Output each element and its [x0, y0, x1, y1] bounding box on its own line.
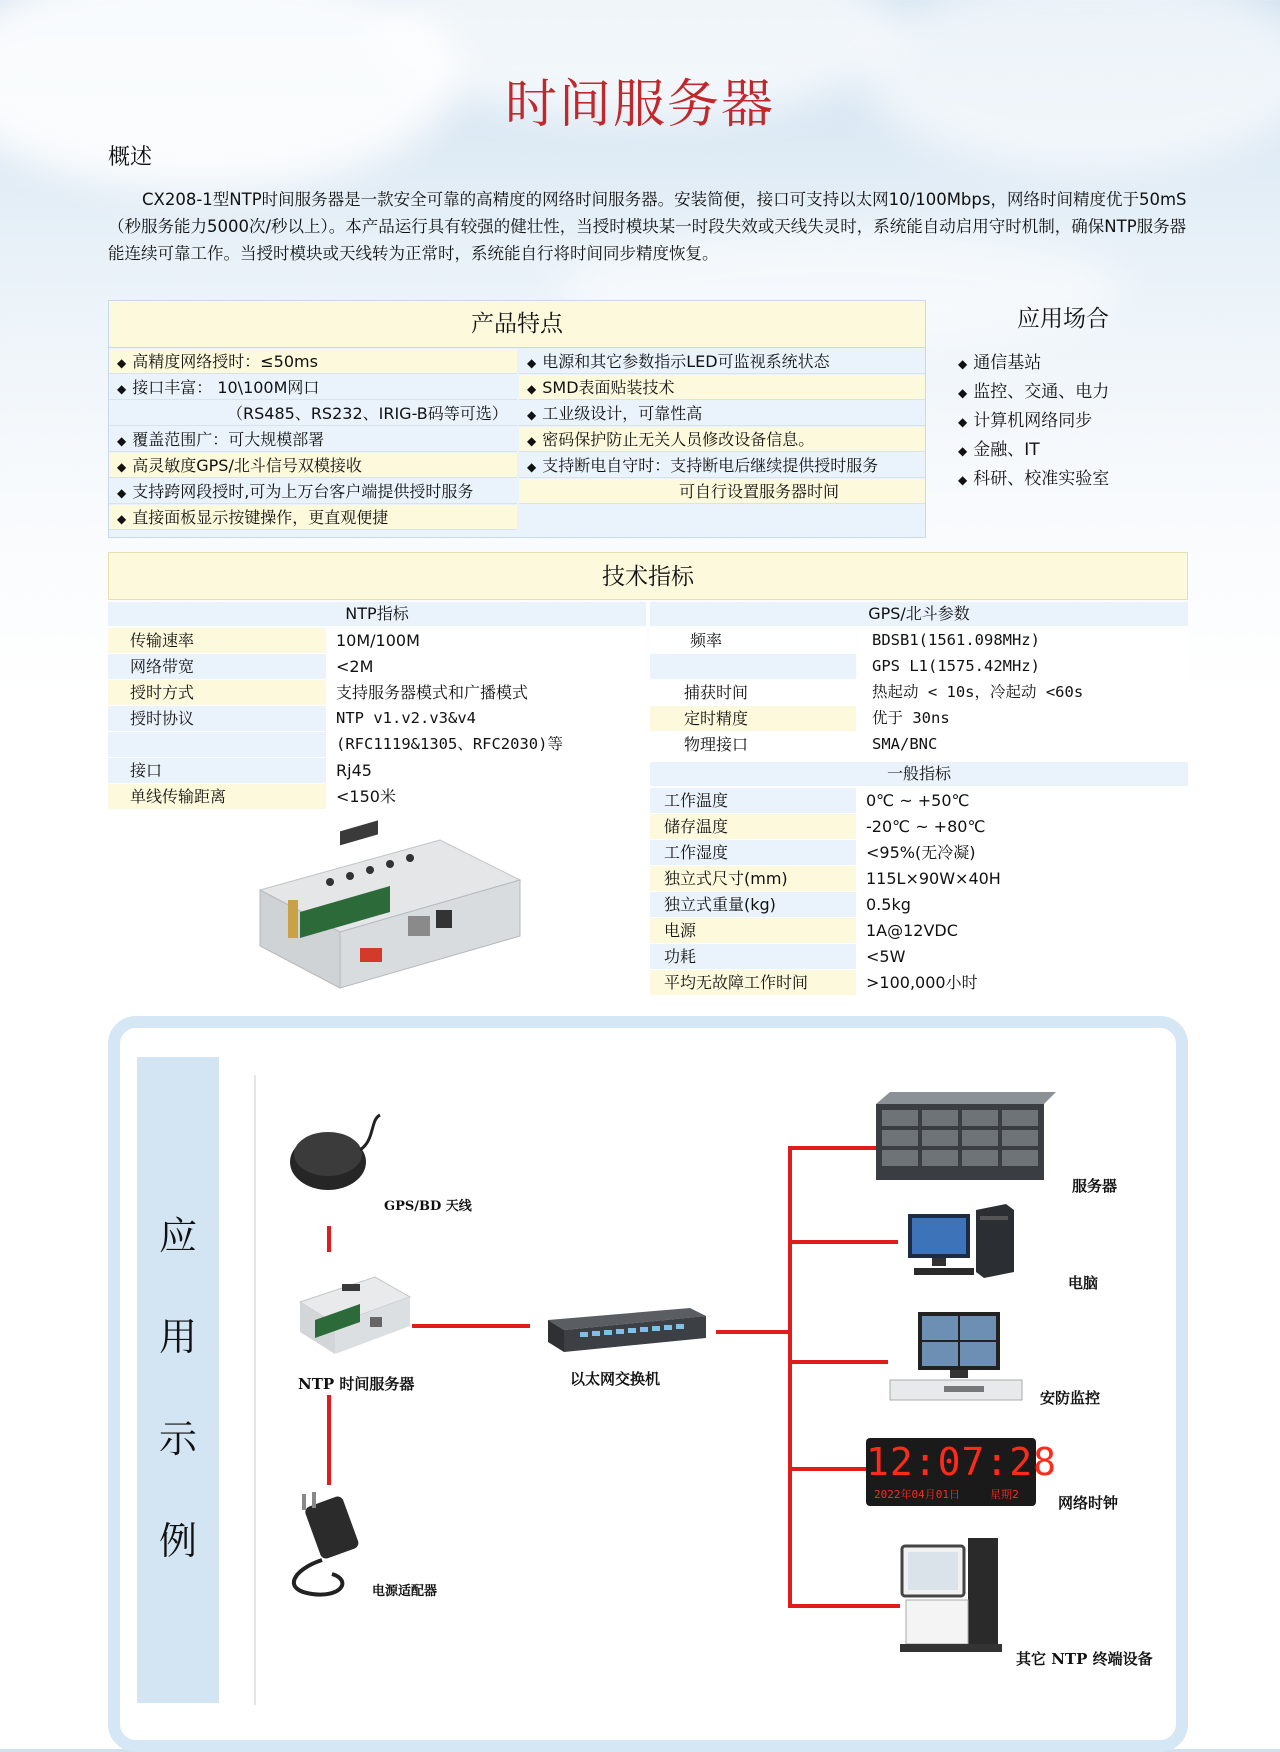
spec-value: <2M: [328, 654, 646, 679]
ntp-spec-header: NTP指标: [108, 602, 646, 626]
client-label-clock: 网络时钟: [1058, 1494, 1119, 1512]
bullet-icon: ◆: [527, 460, 537, 474]
application-side-bar: [137, 1057, 219, 1703]
scenario-text: 科研、校准实验室: [973, 469, 1110, 489]
feature-text: 高精度网络授时：≤50ms: [132, 352, 318, 371]
feature-item: [109, 479, 517, 504]
ntp-server-small-image: [290, 1262, 420, 1362]
feature-item: [519, 375, 925, 400]
spec-value: 115L×90W×40H: [858, 866, 1188, 891]
connector-line: [788, 1360, 888, 1364]
feature-item: [519, 401, 925, 426]
spec-key: 平均无故障工作时间: [650, 970, 856, 995]
spec-key: 单线传输距离: [108, 784, 326, 809]
overview-paragraph: CX208-1型NTP时间服务器是一款安全可靠的高精度的网络时间服务器。安装简便，接口可支持以太网10/100Mbps，网络时间精度优于50mS（秒服务能力5000次/秒以上）。本产品运行具有较强的健壮性，当授时模块某一时段失效或天线失灵时，系统能自动启用守时机制，确保NTP服务器能连续可靠工作。当授时模块或天线转为正常时，系统能自行将时间同步精度恢复。: [108, 190, 1187, 263]
feature-item: [109, 427, 517, 452]
feature-text: 支持跨网段授时,可为上万台客户端提供授时服务: [132, 482, 474, 501]
spec-key: 授时协议: [108, 706, 326, 731]
scenario-text: 金融、IT: [973, 440, 1040, 460]
spec-key: [650, 654, 856, 679]
spec-key: [108, 732, 326, 757]
spec-value: SMA/BNC: [858, 732, 1188, 757]
spec-key: 储存温度: [650, 814, 856, 839]
bullet-icon: ◆: [117, 512, 127, 526]
scenario-item: [958, 435, 1040, 460]
spec-key: 工作温度: [650, 788, 856, 813]
bullet-icon: ◆: [117, 382, 127, 396]
spec-value: 支持服务器模式和广播模式: [328, 680, 646, 705]
switch-label: 以太网交换机: [570, 1370, 661, 1388]
feature-item: [109, 505, 517, 530]
scenario-text: 通信基站: [973, 353, 1042, 373]
clock-date: 2022年04月01日: [874, 1488, 960, 1501]
client-label-pc: 电脑: [1068, 1274, 1099, 1292]
clock-weekday: 星期2: [990, 1488, 1019, 1501]
spec-key: 电源: [650, 918, 856, 943]
power-adapter-label: 电源适配器: [372, 1584, 438, 1599]
divider: [254, 1075, 256, 1705]
connector-line: [788, 1604, 900, 1608]
bullet-icon: ◆: [958, 473, 968, 487]
spec-key: 独立式尺寸(mm): [650, 866, 856, 891]
spec-key: 频率: [650, 628, 856, 653]
spec-key: 接口: [108, 758, 326, 783]
spec-value: NTP v1.v2.v3&v4: [328, 706, 646, 731]
spec-key: 工作湿度: [650, 840, 856, 865]
ntp-terminal-image: [896, 1538, 1016, 1658]
spec-key: 传输速率: [108, 628, 326, 653]
spec-value: BDSB1(1561.098MHz): [858, 628, 1188, 653]
spec-value: <5W: [858, 944, 1188, 969]
spec-value: 0℃ ~ +50℃: [858, 788, 1188, 813]
bullet-icon: ◆: [958, 415, 968, 429]
spec-key: 定时精度: [650, 706, 856, 731]
connector-line: [716, 1330, 788, 1334]
rack-server-image: [876, 1092, 1056, 1182]
side-label-char: 应: [158, 1214, 197, 1258]
bullet-icon: ◆: [117, 486, 127, 500]
connector-line: [327, 1395, 331, 1485]
overview-heading: 概述: [108, 145, 153, 170]
feature-text: 支持断电自守时：支持断电后继续提供授时服务: [542, 456, 879, 475]
gps-spec-header: GPS/北斗参数: [650, 602, 1188, 626]
tech-spec-heading: 技术指标: [108, 552, 1188, 600]
side-label-char: 示: [158, 1417, 197, 1461]
spec-key: 捕获时间: [650, 680, 856, 705]
bullet-icon: ◆: [958, 444, 968, 458]
general-spec-header: 一般指标: [650, 762, 1188, 786]
scenario-text: 监控、交通、电力: [973, 382, 1110, 402]
network-clock-display: [866, 1438, 1058, 1506]
scenario-item: [958, 464, 1109, 489]
bullet-icon: ◆: [117, 460, 127, 474]
connector-line: [327, 1226, 331, 1252]
client-label-server: 服务器: [1072, 1177, 1118, 1195]
side-label-char: 例: [158, 1519, 197, 1563]
feature-text: 覆盖范围广：可大规模部署: [132, 430, 325, 449]
connector-line: [788, 1467, 866, 1471]
spec-value: -20℃ ~ +80℃: [858, 814, 1188, 839]
spec-key: 授时方式: [108, 680, 326, 705]
connector-line: [412, 1324, 530, 1328]
feature-item: [519, 349, 925, 374]
bullet-icon: ◆: [958, 357, 968, 371]
feature-text: 直接面板显示按键操作，更直观便捷: [132, 508, 389, 527]
desktop-computer-image: [906, 1200, 1026, 1280]
features-heading: 产品特点: [109, 301, 925, 348]
bullet-icon: ◆: [527, 356, 537, 370]
ethernet-switch-image: [540, 1300, 710, 1360]
spec-key: 独立式重量(kg): [650, 892, 856, 917]
scenario-item: [958, 348, 1041, 373]
ntp-server-device-image: [240, 820, 530, 1000]
feature-text: 工业级设计，可靠性高: [542, 404, 703, 423]
power-adapter-image: [272, 1490, 382, 1600]
spec-value: 10M/100M: [328, 628, 646, 653]
spec-value: Rj45: [328, 758, 646, 783]
bullet-icon: ◆: [958, 386, 968, 400]
spec-value: 热起动 < 10s，冷起动 <60s: [858, 680, 1188, 705]
features-panel: [108, 300, 926, 538]
spec-key: 网络带宽: [108, 654, 326, 679]
bullet-icon: ◆: [117, 356, 127, 370]
side-label-char: 用: [158, 1315, 197, 1359]
connector-trunk: [788, 1146, 792, 1606]
spec-value: 优于 30ns: [858, 706, 1188, 731]
scenarios-heading: 应用场合: [1017, 306, 1109, 332]
antenna-label: GPS/BD 天线: [384, 1199, 472, 1214]
bullet-icon: ◆: [117, 434, 127, 448]
client-label-security: 安防监控: [1040, 1389, 1101, 1407]
feature-text: 高灵敏度GPS/北斗信号双模接收: [132, 456, 362, 475]
feature-item: [519, 479, 925, 504]
feature-text: 可自行设置服务器时间: [679, 482, 840, 501]
spec-value: (RFC1119&1305、RFC2030)等: [328, 732, 646, 757]
spec-value: <95%(无冷凝): [858, 840, 1188, 865]
feature-item: [109, 453, 517, 478]
clock-time: 12:07:28: [866, 1440, 1058, 1484]
spec-value: 0.5kg: [858, 892, 1188, 917]
spec-key: 物理接口: [650, 732, 856, 757]
feature-text: 接口丰富： 10\100M网口: [132, 378, 320, 397]
security-monitor-image: [888, 1310, 1028, 1405]
feature-item: [519, 453, 925, 478]
gps-antenna-image: [280, 1110, 390, 1200]
feature-text: 密码保护防止无关人员修改设备信息。: [542, 430, 815, 449]
spec-value: 1A@12VDC: [858, 918, 1188, 943]
bullet-icon: ◆: [527, 408, 537, 422]
scenario-item: [958, 406, 1092, 431]
spec-key: 功耗: [650, 944, 856, 969]
bullet-icon: ◆: [527, 382, 537, 396]
feature-item: [519, 427, 925, 452]
connector-line: [788, 1146, 878, 1150]
client-label-terminal: 其它 NTP 终端设备: [1016, 1650, 1153, 1668]
feature-text: （RS485、RS232、IRIG-B码等可选）: [227, 404, 508, 423]
ntp-server-label: NTP 时间服务器: [298, 1375, 415, 1393]
feature-item: [109, 375, 517, 400]
spec-value: <150米: [328, 784, 646, 809]
spec-value: >100,000小时: [858, 970, 1188, 995]
bullet-icon: ◆: [527, 434, 537, 448]
page-title: 时间服务器: [504, 75, 775, 135]
connector-line: [788, 1240, 898, 1244]
feature-text: SMD表面贴装技术: [542, 378, 675, 397]
scenario-item: [958, 377, 1109, 402]
feature-text: 电源和其它参数指示LED可监视系统状态: [542, 352, 830, 371]
feature-item: [109, 401, 517, 426]
scenario-text: 计算机网络同步: [973, 411, 1093, 431]
feature-item: [109, 349, 517, 374]
spec-value: GPS L1(1575.42MHz): [858, 654, 1188, 679]
